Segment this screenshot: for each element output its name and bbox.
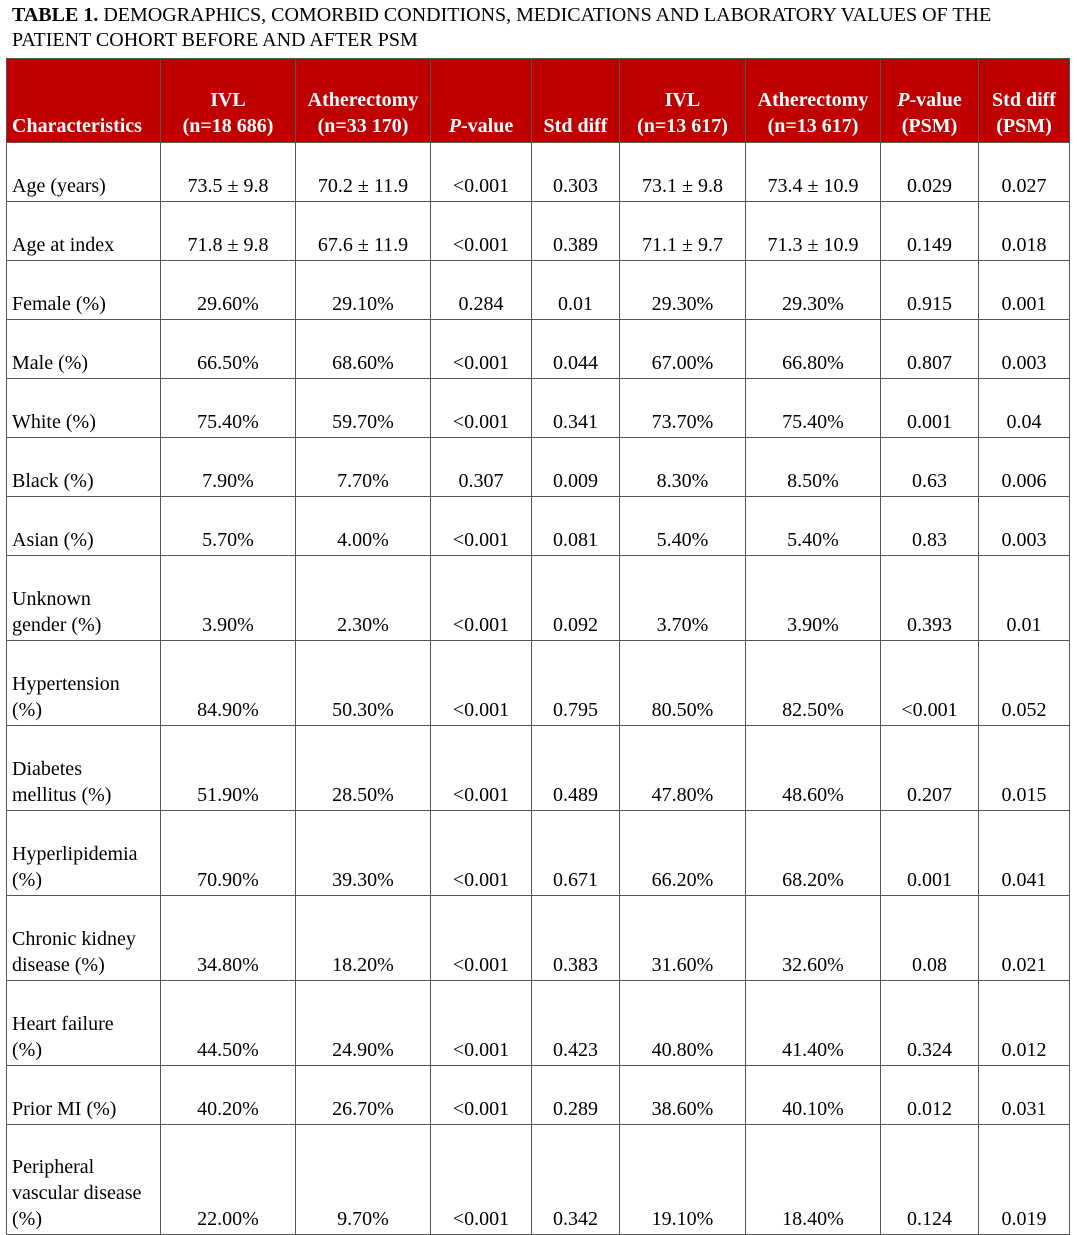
cell-p-value-psm: 0.08	[881, 896, 979, 981]
cell-ivl-psm: 73.1 ± 9.8	[620, 143, 746, 202]
cell-atherectomy-psm: 29.30%	[746, 261, 881, 320]
row-label-text: Hypertension	[12, 673, 120, 695]
cell-ivl: 70.90%	[161, 811, 296, 896]
table-caption-label: TABLE 1.	[12, 4, 99, 26]
cell-p-value: <0.001	[431, 1066, 532, 1125]
cell-atherectomy-psm: 32.60%	[746, 896, 881, 981]
cell-p-value: <0.001	[431, 1125, 532, 1235]
cell-p-value-psm: 0.149	[881, 202, 979, 261]
cell-atherectomy: 29.10%	[296, 261, 431, 320]
cell-ivl-psm: 73.70%	[620, 379, 746, 438]
cell-std-diff-psm: 0.027	[979, 143, 1070, 202]
cell-atherectomy: 18.20%	[296, 896, 431, 981]
cell-std-diff: 0.044	[532, 320, 620, 379]
cell-std-diff-psm: 0.018	[979, 202, 1070, 261]
row-label-text: Age (years)	[12, 175, 106, 197]
cell-atherectomy: 4.00%	[296, 497, 431, 556]
header-p-value: P-value	[431, 59, 532, 143]
cell-ivl: 51.90%	[161, 726, 296, 811]
cell-std-diff: 0.081	[532, 497, 620, 556]
cell-p-value-psm: 0.001	[881, 379, 979, 438]
cell-std-diff: 0.342	[532, 1125, 620, 1235]
cell-std-diff: 0.389	[532, 202, 620, 261]
cell-std-diff-psm: 0.015	[979, 726, 1070, 811]
row-label-text: (%)	[12, 869, 42, 891]
cell-ivl-psm: 80.50%	[620, 641, 746, 726]
row-label-text: disease (%)	[12, 954, 105, 976]
cell-ivl-psm: 66.20%	[620, 811, 746, 896]
table-row	[7, 143, 1070, 202]
cell-p-value-psm: 0.012	[881, 1066, 979, 1125]
cell-atherectomy: 50.30%	[296, 641, 431, 726]
header-std-diff-psm: Std diff (PSM)	[979, 59, 1070, 143]
cell-std-diff-psm: 0.001	[979, 261, 1070, 320]
cell-atherectomy-psm: 73.4 ± 10.9	[746, 143, 881, 202]
cell-ivl-psm: 67.00%	[620, 320, 746, 379]
row-label-text: Hyperlipidemia	[12, 843, 138, 865]
row-label-text: Diabetes	[12, 758, 82, 780]
cell-std-diff: 0.289	[532, 1066, 620, 1125]
cell-atherectomy-psm: 18.40%	[746, 1125, 881, 1235]
cell-p-value: 0.284	[431, 261, 532, 320]
cell-p-value: <0.001	[431, 726, 532, 811]
header-std-diff: Std diff	[532, 59, 620, 143]
row-label-text: Unknown	[12, 588, 91, 610]
cell-atherectomy: 24.90%	[296, 981, 431, 1066]
cell-atherectomy-psm: 40.10%	[746, 1066, 881, 1125]
table-row	[7, 202, 1070, 261]
table-header-row	[7, 59, 1070, 143]
table-row	[7, 726, 1070, 811]
table-row	[7, 1125, 1070, 1235]
cell-p-value: <0.001	[431, 556, 532, 641]
cell-ivl: 29.60%	[161, 261, 296, 320]
table-row	[7, 497, 1070, 556]
cell-ivl: 71.8 ± 9.8	[161, 202, 296, 261]
cell-atherectomy-psm: 82.50%	[746, 641, 881, 726]
cell-p-value: <0.001	[431, 202, 532, 261]
row-characteristic	[7, 438, 161, 497]
cell-std-diff: 0.01	[532, 261, 620, 320]
cell-p-value: <0.001	[431, 379, 532, 438]
cell-ivl-psm: 19.10%	[620, 1125, 746, 1235]
cell-p-value-psm: 0.807	[881, 320, 979, 379]
cell-std-diff-psm: 0.041	[979, 811, 1070, 896]
cell-ivl: 73.5 ± 9.8	[161, 143, 296, 202]
cell-atherectomy: 26.70%	[296, 1066, 431, 1125]
cell-std-diff: 0.092	[532, 556, 620, 641]
header-atherectomy: Atherectomy (n=33 170)	[296, 59, 431, 143]
cell-p-value-psm: <0.001	[881, 641, 979, 726]
row-characteristic	[7, 497, 161, 556]
cell-atherectomy-psm: 71.3 ± 10.9	[746, 202, 881, 261]
cell-atherectomy-psm: 66.80%	[746, 320, 881, 379]
table-row	[7, 981, 1070, 1066]
cell-std-diff-psm: 0.021	[979, 896, 1070, 981]
row-label-text: Black (%)	[12, 470, 94, 492]
cell-p-value: <0.001	[431, 497, 532, 556]
cell-atherectomy-psm: 75.40%	[746, 379, 881, 438]
cell-p-value-psm: 0.324	[881, 981, 979, 1066]
cell-ivl-psm: 31.60%	[620, 896, 746, 981]
row-characteristic	[7, 261, 161, 320]
cell-p-value: <0.001	[431, 896, 532, 981]
cell-atherectomy: 59.70%	[296, 379, 431, 438]
cell-p-value-psm: 0.393	[881, 556, 979, 641]
cell-std-diff-psm: 0.012	[979, 981, 1070, 1066]
cell-ivl-psm: 40.80%	[620, 981, 746, 1066]
cell-std-diff-psm: 0.003	[979, 497, 1070, 556]
cell-ivl-psm: 5.40%	[620, 497, 746, 556]
header-p-value-psm: P-value (PSM)	[881, 59, 979, 143]
cell-p-value: <0.001	[431, 641, 532, 726]
row-characteristic	[7, 202, 161, 261]
cell-std-diff: 0.671	[532, 811, 620, 896]
cell-p-value: <0.001	[431, 143, 532, 202]
row-characteristic	[7, 1066, 161, 1125]
cell-std-diff-psm: 0.006	[979, 438, 1070, 497]
header-ivl-psm: IVL (n=13 617)	[620, 59, 746, 143]
cell-ivl-psm: 29.30%	[620, 261, 746, 320]
cell-ivl: 5.70%	[161, 497, 296, 556]
cell-atherectomy: 2.30%	[296, 556, 431, 641]
row-characteristic	[7, 143, 161, 202]
table-row	[7, 320, 1070, 379]
row-characteristic	[7, 726, 161, 811]
row-label-text: gender (%)	[12, 614, 102, 636]
row-label-text: (%)	[12, 1039, 42, 1061]
cell-ivl-psm: 3.70%	[620, 556, 746, 641]
table-caption	[12, 3, 1067, 53]
cell-std-diff: 0.303	[532, 143, 620, 202]
row-label-text: Female (%)	[12, 293, 106, 315]
cell-p-value: 0.307	[431, 438, 532, 497]
cell-atherectomy: 39.30%	[296, 811, 431, 896]
header-atherectomy-psm: Atherectomy (n=13 617)	[746, 59, 881, 143]
table-caption-text: DEMOGRAPHICS, COMORBID CONDITIONS, MEDICATIONS AND LABORATORY VALUES OF THE PATIENT COHORT BEFORE AND AFTER PSM	[12, 4, 992, 51]
cell-ivl: 66.50%	[161, 320, 296, 379]
row-label-text: (%)	[12, 1208, 42, 1230]
cell-p-value-psm: 0.124	[881, 1125, 979, 1235]
cell-atherectomy-psm: 68.20%	[746, 811, 881, 896]
cell-atherectomy-psm: 8.50%	[746, 438, 881, 497]
row-label-text: Male (%)	[12, 352, 89, 374]
cell-ivl: 22.00%	[161, 1125, 296, 1235]
row-label-text: Chronic kidney	[12, 928, 136, 950]
row-label-text: (%)	[12, 699, 42, 721]
cell-p-value: <0.001	[431, 320, 532, 379]
cell-std-diff: 0.341	[532, 379, 620, 438]
cell-p-value: <0.001	[431, 981, 532, 1066]
cell-p-value-psm: 0.029	[881, 143, 979, 202]
cell-atherectomy: 28.50%	[296, 726, 431, 811]
cell-atherectomy: 67.6 ± 11.9	[296, 202, 431, 261]
cell-atherectomy-psm: 48.60%	[746, 726, 881, 811]
cell-ivl: 84.90%	[161, 641, 296, 726]
row-label-text: Age at index	[12, 234, 115, 256]
row-label-text: Prior MI (%)	[12, 1098, 117, 1120]
row-characteristic	[7, 379, 161, 438]
cell-ivl-psm: 71.1 ± 9.7	[620, 202, 746, 261]
cell-ivl: 75.40%	[161, 379, 296, 438]
cell-atherectomy: 70.2 ± 11.9	[296, 143, 431, 202]
cell-p-value-psm: 0.001	[881, 811, 979, 896]
row-characteristic	[7, 981, 161, 1066]
cell-atherectomy-psm: 41.40%	[746, 981, 881, 1066]
cell-ivl-psm: 47.80%	[620, 726, 746, 811]
cell-std-diff-psm: 0.003	[979, 320, 1070, 379]
row-label-text: mellitus (%)	[12, 784, 112, 806]
row-label-text: vascular disease	[12, 1182, 142, 1204]
cell-ivl-psm: 8.30%	[620, 438, 746, 497]
table-row	[7, 811, 1070, 896]
cell-atherectomy: 68.60%	[296, 320, 431, 379]
demographics-table	[6, 58, 1070, 1235]
cell-std-diff: 0.489	[532, 726, 620, 811]
row-label-text: White (%)	[12, 411, 96, 433]
cell-std-diff-psm: 0.01	[979, 556, 1070, 641]
cell-atherectomy: 9.70%	[296, 1125, 431, 1235]
table-row	[7, 379, 1070, 438]
row-characteristic	[7, 320, 161, 379]
table-row	[7, 896, 1070, 981]
cell-p-value: <0.001	[431, 811, 532, 896]
cell-std-diff: 0.383	[532, 896, 620, 981]
row-characteristic	[7, 556, 161, 641]
cell-atherectomy: 7.70%	[296, 438, 431, 497]
cell-ivl-psm: 38.60%	[620, 1066, 746, 1125]
header-ivl: IVL (n=18 686)	[161, 59, 296, 143]
row-characteristic	[7, 811, 161, 896]
cell-ivl: 40.20%	[161, 1066, 296, 1125]
cell-ivl: 3.90%	[161, 556, 296, 641]
table-row	[7, 556, 1070, 641]
cell-std-diff: 0.423	[532, 981, 620, 1066]
cell-atherectomy-psm: 3.90%	[746, 556, 881, 641]
cell-ivl: 44.50%	[161, 981, 296, 1066]
row-label-text: Asian (%)	[12, 529, 94, 551]
cell-p-value-psm: 0.63	[881, 438, 979, 497]
cell-atherectomy-psm: 5.40%	[746, 497, 881, 556]
row-label-text: Peripheral	[12, 1156, 95, 1178]
table-row	[7, 438, 1070, 497]
row-label-text: Heart failure	[12, 1013, 114, 1035]
cell-ivl: 34.80%	[161, 896, 296, 981]
cell-std-diff-psm: 0.04	[979, 379, 1070, 438]
cell-std-diff-psm: 0.019	[979, 1125, 1070, 1235]
cell-ivl: 7.90%	[161, 438, 296, 497]
table-row	[7, 1066, 1070, 1125]
cell-std-diff: 0.795	[532, 641, 620, 726]
cell-std-diff-psm: 0.052	[979, 641, 1070, 726]
cell-p-value-psm: 0.83	[881, 497, 979, 556]
cell-p-value-psm: 0.915	[881, 261, 979, 320]
header-characteristics: Characteristics	[7, 59, 161, 143]
table-row	[7, 261, 1070, 320]
row-characteristic	[7, 1125, 161, 1235]
row-characteristic	[7, 896, 161, 981]
cell-std-diff-psm: 0.031	[979, 1066, 1070, 1125]
table-row	[7, 641, 1070, 726]
cell-std-diff: 0.009	[532, 438, 620, 497]
row-characteristic	[7, 641, 161, 726]
cell-p-value-psm: 0.207	[881, 726, 979, 811]
